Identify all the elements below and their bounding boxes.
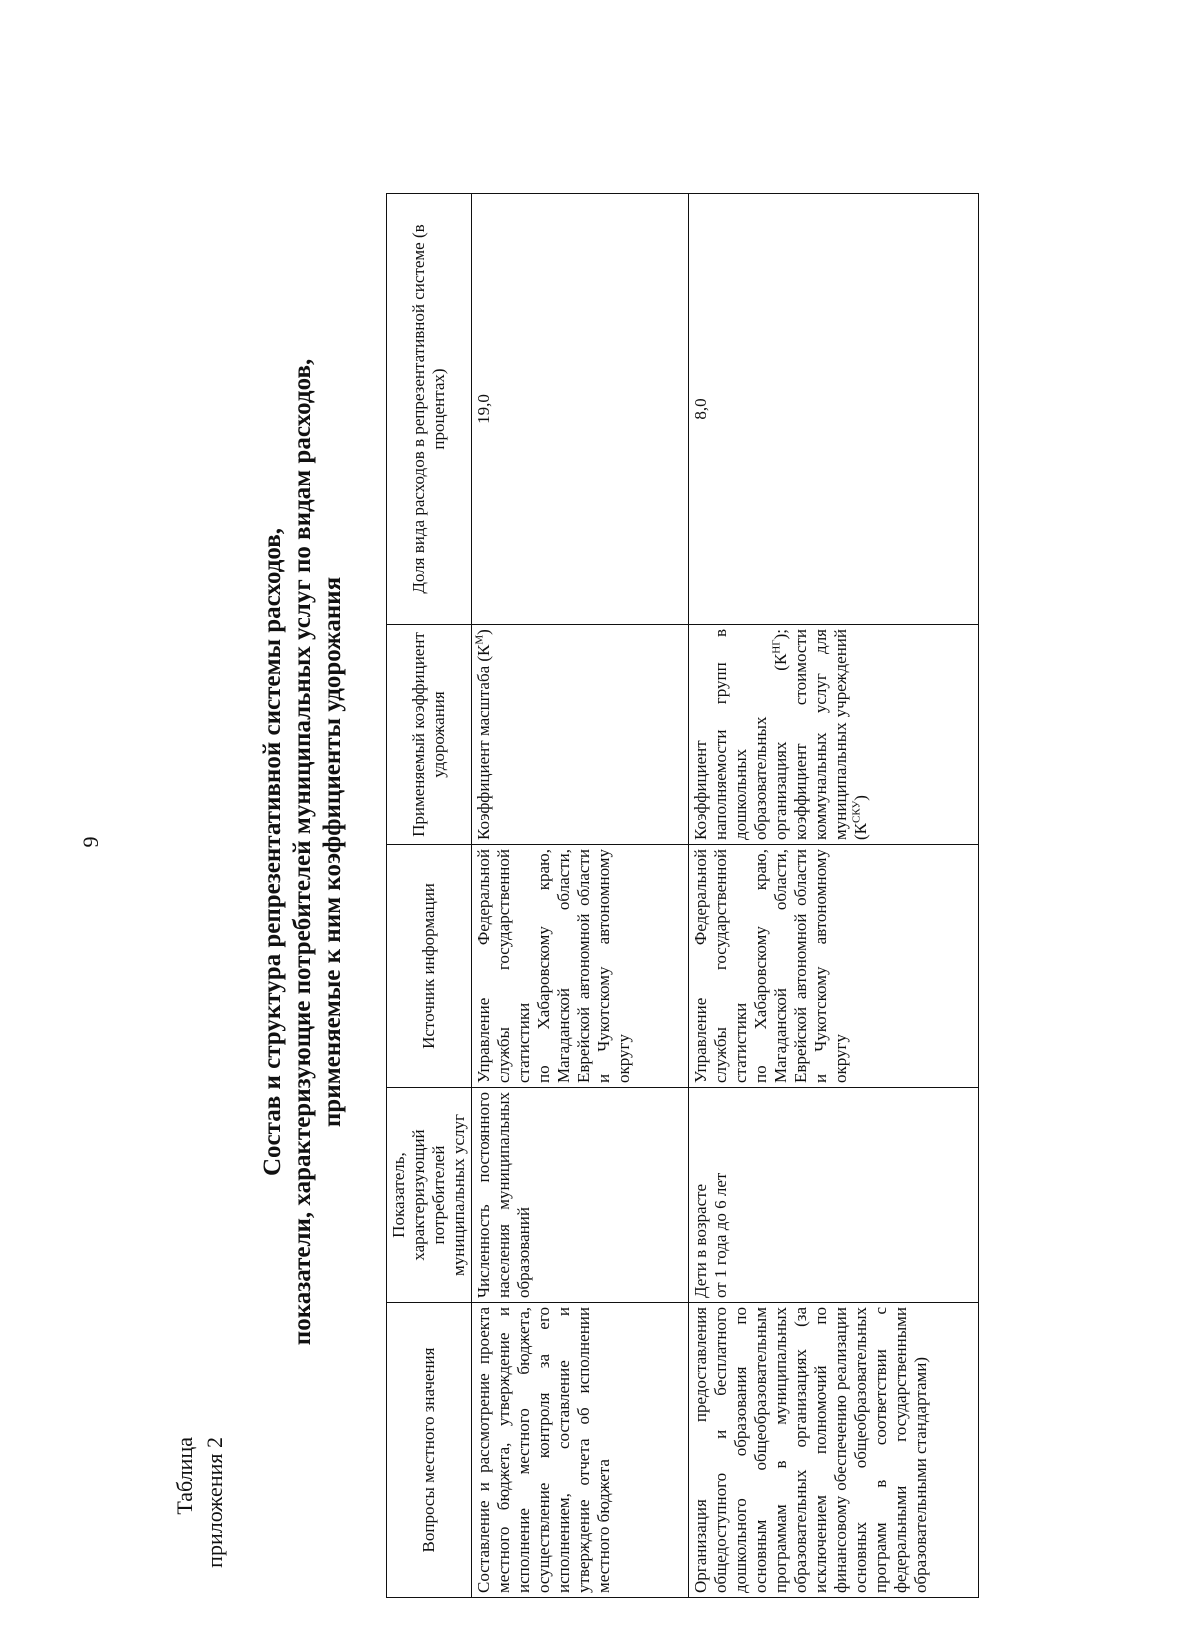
cell-question: Составление и рассмотрение проекта местного бюджета, утверждение и исполнение местного бюджета, осуществление контроля за его исполнением, составление и утверждение отчета об исполнении местного бюджета: [472, 1303, 689, 1598]
page-number: 9: [78, 836, 103, 848]
header-question: Вопросы местного значения: [387, 1303, 472, 1598]
header-share: Доля вида расходов в репрезентативной системе (в процентах): [387, 194, 472, 625]
document-title: [258, 352, 348, 1352]
cell-coefficient: [689, 625, 979, 845]
indicator-part-2: от 1 года до 6 лет: [711, 1172, 730, 1298]
header-indicator: Показатель, характеризующий потребителей муниципальных услуг: [387, 1088, 472, 1303]
coef-text: Коэффициент масштаба (К: [474, 644, 493, 840]
coef-tail-1: );: [771, 629, 790, 640]
cell-share: 8,0: [689, 194, 979, 625]
cell-share: 19,0: [472, 194, 689, 625]
cell-coefficient: [472, 625, 689, 845]
caption-line-2: приложения 2: [202, 1437, 227, 1568]
cell-question: Организация предоставления общедоступного и бесплатного дошкольного образования по основным общеобразовательным программам в муниципальных образовательных организациях (за исключением полномочий по финансовому обеспечению реализации основных общеобразовательных программ в соответствии с федеральными государственными образовательными стандартами): [689, 1303, 979, 1598]
table-row: [472, 194, 689, 1598]
title-line-1: Состав и структура репрезентативной системы расходов,: [259, 527, 286, 1177]
table-header-row: [387, 194, 472, 1598]
cell-indicator: [689, 1088, 979, 1303]
coef-superscript: М: [473, 634, 486, 645]
coef-superscript-1: НГ: [770, 639, 783, 654]
coef-tail-2: ): [851, 795, 870, 801]
title-line-2: показатели, характеризующие потребителей муниципальных услуг по видам расходов,: [289, 358, 316, 1346]
cell-source: [472, 845, 689, 1088]
coef-superscript-2: СКУ: [850, 800, 863, 823]
coef-text-1: Коэффициент наполняемости групп в дошкольных образовательных организациях (К: [691, 629, 790, 840]
expense-structure-table: [386, 193, 979, 1598]
indicator-part-1: Дети в возрасте: [691, 1183, 710, 1298]
source-part-2: по Хабаровскому краю, Магаданской области, Еврейской автономной области и Чукотскому автономному округу: [534, 849, 633, 1083]
source-part-1: Управление Федеральной службы государственной статистики: [691, 849, 750, 1083]
source-part-1: Управление Федеральной службы государственной статистики: [474, 849, 533, 1083]
table-row: [689, 194, 979, 1598]
header-source: Источник информации: [387, 845, 472, 1088]
table-caption: [170, 1437, 230, 1568]
cell-source: [689, 845, 979, 1088]
coef-tail: ): [474, 629, 493, 635]
source-part-2: по Хабаровскому краю, Магаданской области, Еврейской автономной области и Чукотскому автономному округу: [751, 849, 850, 1083]
header-coefficient: Применяемый коэффициент удорожания: [387, 625, 472, 845]
coef-text-2: коэффициент стоимости коммунальных услуг для муниципальных учреждений (К: [791, 629, 870, 840]
cell-indicator: Численность постоянного населения муниципальных образований: [472, 1088, 689, 1303]
title-line-3: применяемые к ним коэффициенты удорожания: [319, 576, 346, 1128]
caption-line-1: Таблица: [172, 1437, 197, 1515]
